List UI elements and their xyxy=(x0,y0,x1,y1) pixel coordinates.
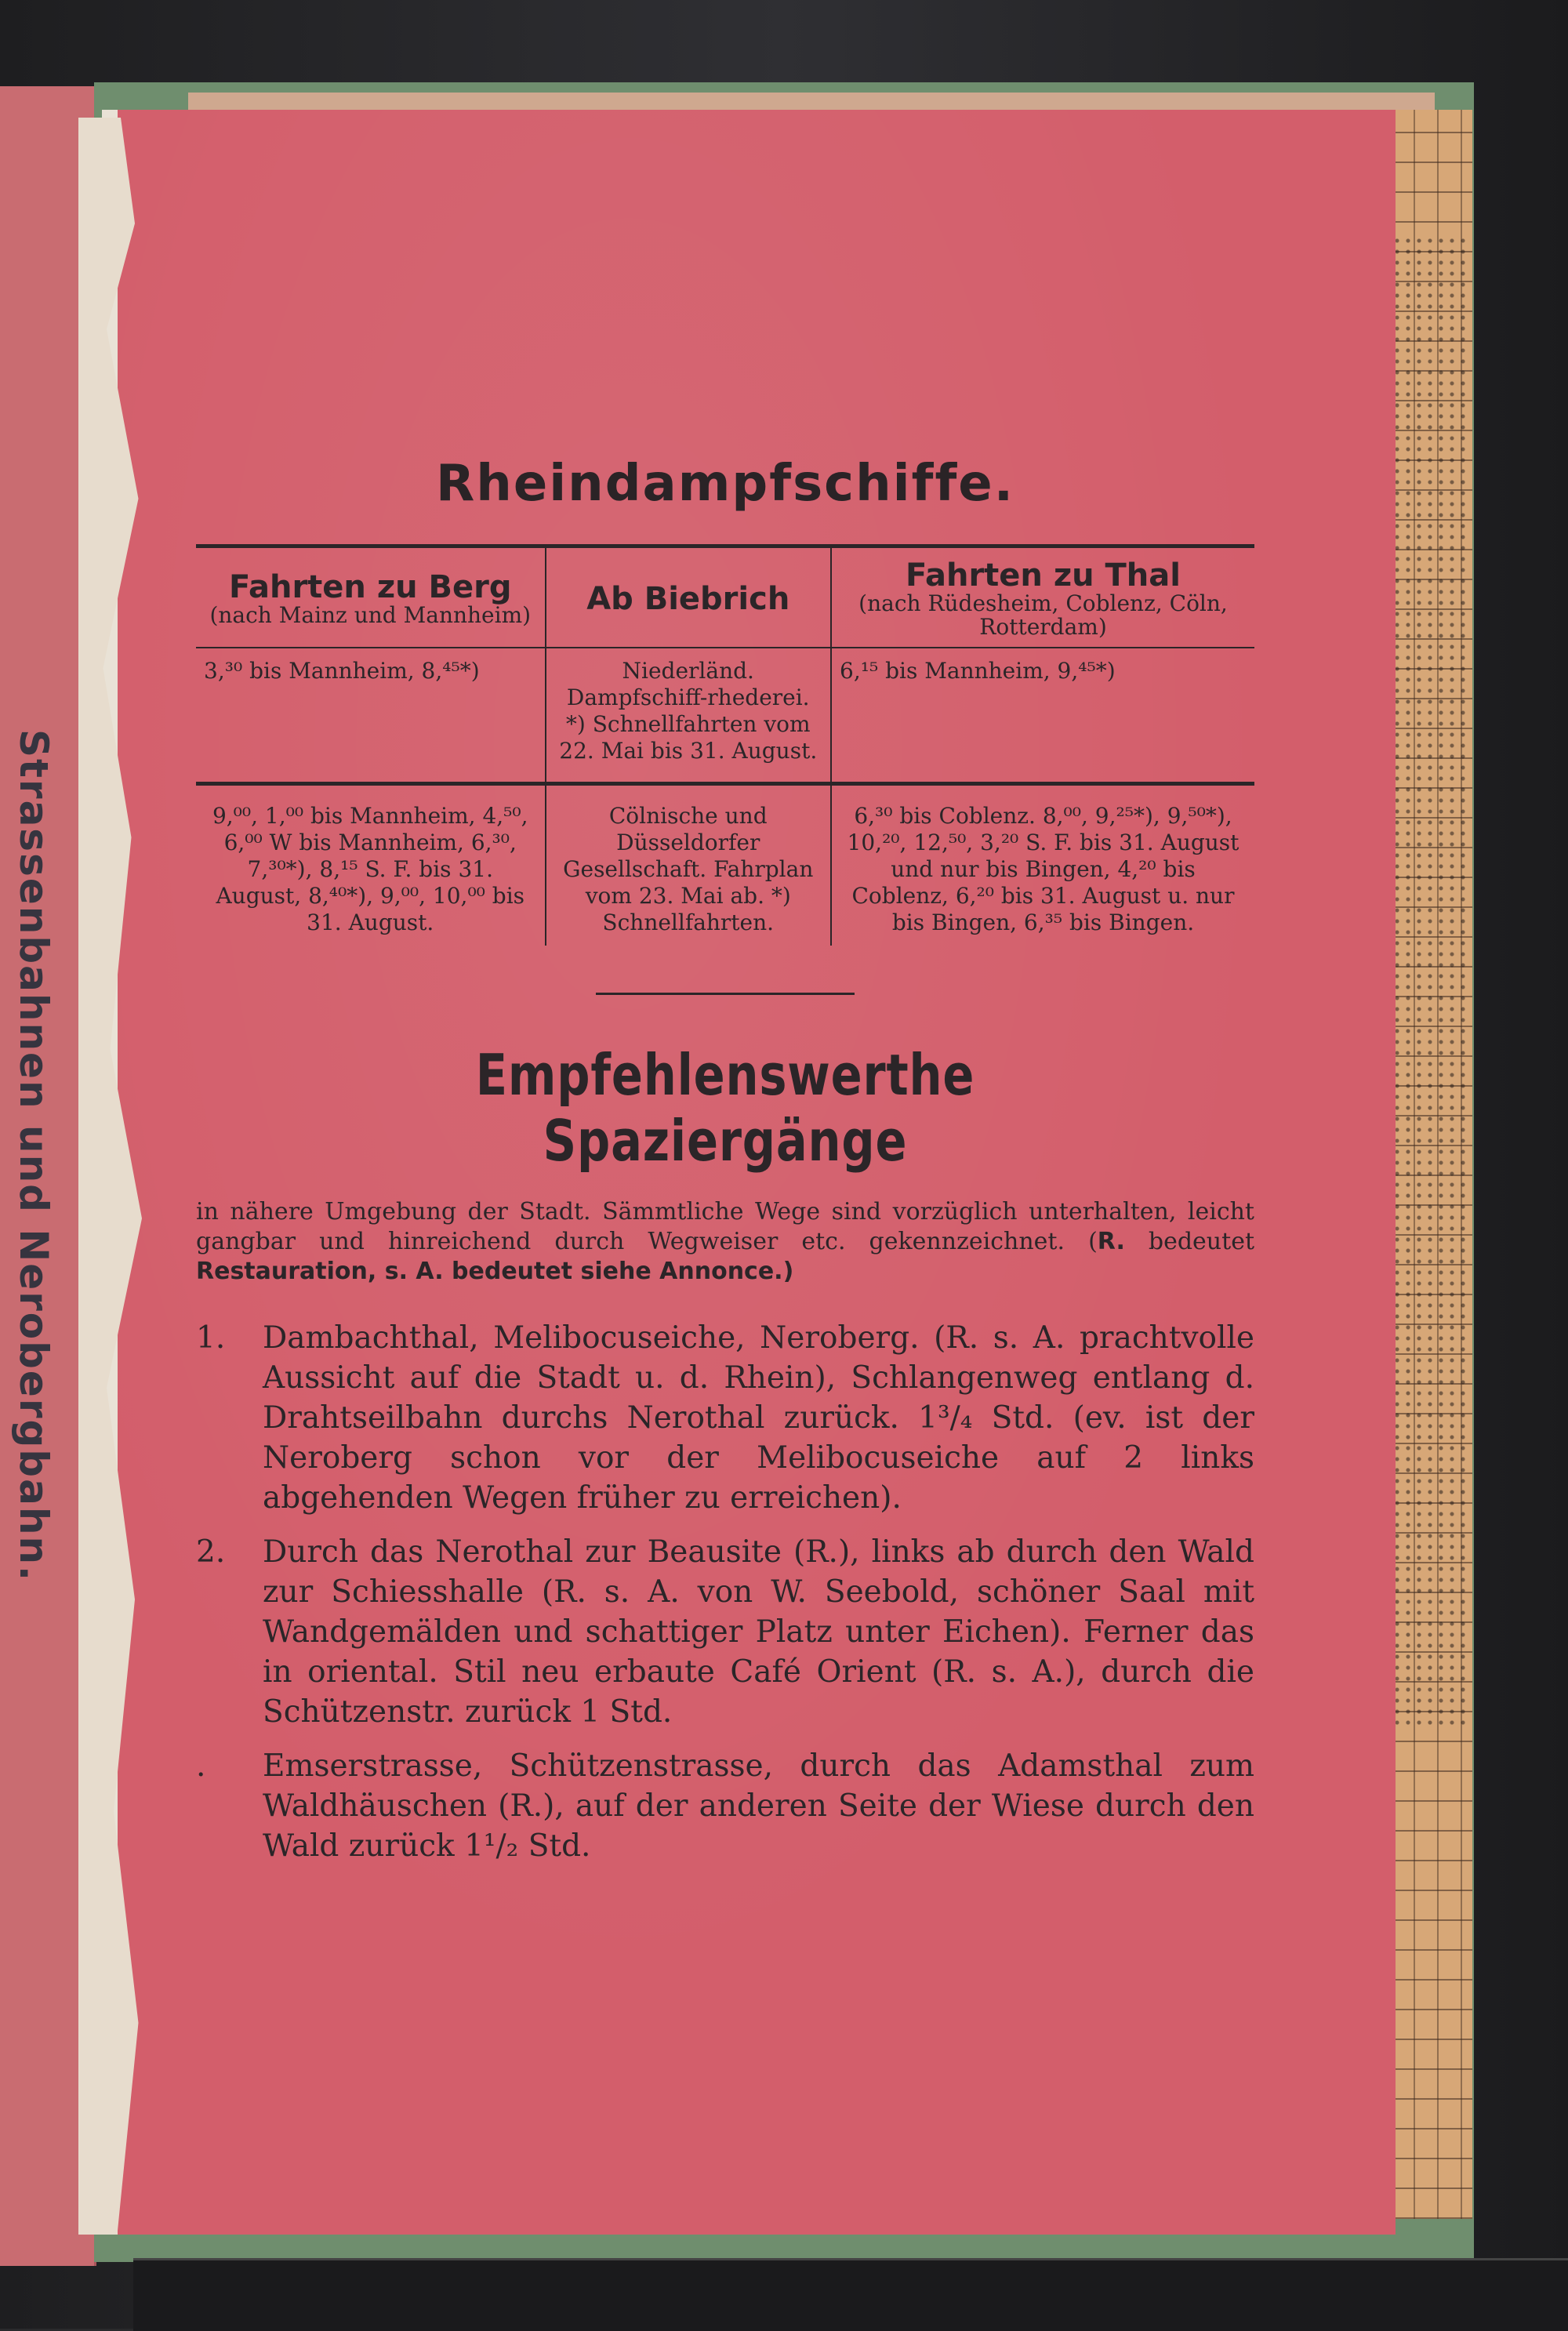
table-cell-berg: 9,⁰⁰, 1,⁰⁰ bis Mannheim, 4,⁵⁰, 6,⁰⁰ W bis Mannheim, 6,³⁰, 7,³⁰*), 8,¹⁵ S. F. bis 31. August, 8,⁴⁰*), 9,⁰⁰, 10,⁰⁰ bis 31. August. xyxy=(196,784,546,946)
list-item xyxy=(196,1532,1254,1732)
table-cell-company: Cölnische und Düsseldorfer Gesellschaft. Fahrplan vom 23. Mai ab. *) Schnellfahrten. xyxy=(546,784,832,946)
column-header-sub: (nach Rüdesheim, Coblenz, Cöln, Rotterdam) xyxy=(858,590,1228,640)
table-row xyxy=(196,648,1254,784)
section-divider xyxy=(596,993,855,995)
walk-number: . xyxy=(196,1748,206,1784)
intro-text: in nähere Umgebung der Stadt. Sämmtliche Wege sind vorzüglich unterhalten, leicht gangbar und hinreichend durch Wegweiser etc. gekennzeichnet. ( xyxy=(196,1198,1254,1255)
table-row xyxy=(196,784,1254,946)
column-header-thal xyxy=(831,548,1254,648)
table-cell-thal: 6,³⁰ bis Coblenz. 8,⁰⁰, 9,²⁵*), 9,⁵⁰*), 10,²⁰, 12,⁵⁰, 3,²⁰ S. F. bis 31. August und nur bis Bingen, 4,²⁰ bis Coblenz, 6,²⁰ bis 31. August u. nur bis Bingen, 6,³⁵ bis Bingen. xyxy=(831,784,1254,946)
column-header-label: Fahrten zu Berg xyxy=(229,569,512,605)
walk-text: Durch das Nerothal zur Beausite (R.), links ab durch den Wald zur Schiesshalle (R. s. A. von W. Seebold, schöner Saal mit Wandgemälden und schattiger Platz unter Eichen). Ferner das in oriental. Stil neu erbaute Café Orient (R. s. A.), durch die Schützenstr. zurück 1 Std. xyxy=(263,1534,1254,1730)
bottom-board xyxy=(133,2258,1568,2331)
table-cell-berg: 3,³⁰ bis Mannheim, 8,⁴⁵*) xyxy=(204,658,480,684)
column-header-label: Fahrten zu Thal xyxy=(906,557,1181,594)
table-cell-thal: 6,¹⁵ bis Mannheim, 9,⁴⁵*) xyxy=(831,648,1254,784)
intro-sa: s. A. xyxy=(384,1258,444,1285)
walk-text: Dambachthal, Melibocuseiche, Neroberg. (R. s. A. prachtvolle Aussicht auf die Stadt u. d. Rhein), Schlangenweg entlang d. Drahtseilbahn durchs Nerothal zurück. 1³/₄ Std. (ev. ist der Neroberg schon vor der Melibocuseiche auf 2 links abgehenden Wegen früher zu erreichen). xyxy=(263,1320,1254,1516)
column-header-biebrich xyxy=(546,548,832,648)
intro-restauration: Restauration, xyxy=(196,1258,385,1285)
walk-text: Emserstrasse, Schützenstrasse, durch das Adamsthal zum Waldhäuschen (R.), auf der anderen Seite der Wiese durch den Wald zurück 1¹/₂ Std. xyxy=(263,1748,1254,1864)
walk-number: 1. xyxy=(196,1320,226,1356)
spine-title: Strassenbahnen und Nerobergbahn. xyxy=(11,729,56,1582)
ferry-schedule-table xyxy=(196,548,1254,946)
walk-list xyxy=(196,1318,1254,1866)
table-cell-company: Niederländ. Dampfschiff-rhederei. *) Schnellfahrten vom 22. Mai bis 31. August. xyxy=(546,648,832,784)
walks-intro xyxy=(196,1197,1254,1287)
column-header-label: Ab Biebrich xyxy=(586,581,790,617)
column-header-sub: (nach Mainz und Mannheim) xyxy=(209,602,532,628)
intro-r-text: bedeutet xyxy=(1124,1228,1254,1255)
walk-number: 2. xyxy=(196,1534,226,1570)
walks-title: Empfehlenswerthe Spaziergänge xyxy=(475,1042,975,1174)
column-header-berg xyxy=(196,548,546,648)
list-item xyxy=(196,1318,1254,1518)
intro-sa-text: bedeutet siehe Annonce.) xyxy=(443,1258,794,1285)
page-content xyxy=(196,455,1254,1880)
map-pattern xyxy=(1392,235,1466,1725)
ferry-title: Rheindampfschiffe. xyxy=(435,455,1015,513)
list-item xyxy=(196,1746,1254,1866)
intro-r: R. xyxy=(1097,1228,1125,1255)
